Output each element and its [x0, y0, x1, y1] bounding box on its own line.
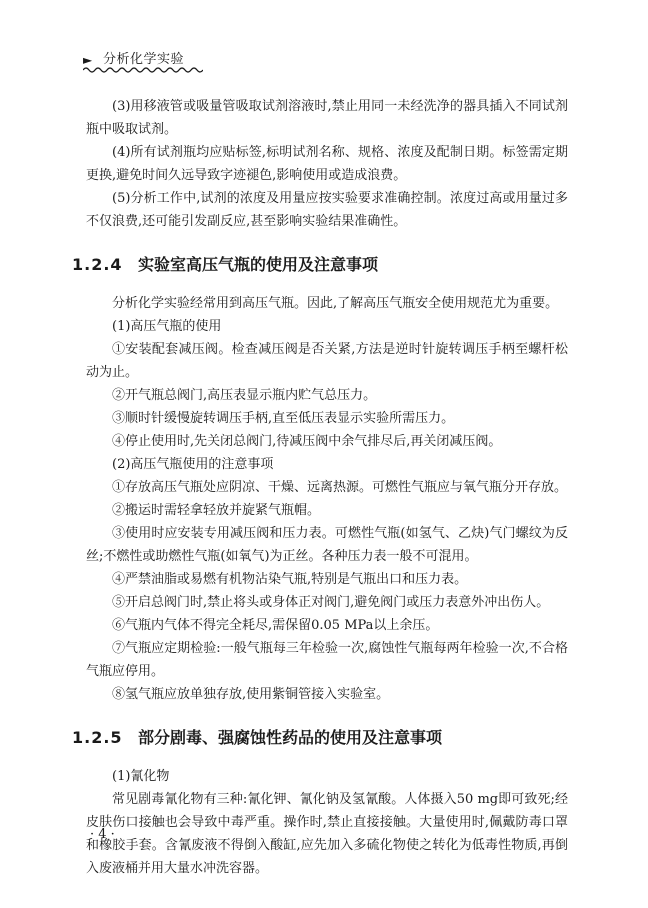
list-item: ②搬运时需轻拿轻放并旋紧气瓶帽。 — [112, 503, 321, 518]
list-item: ③使用时应安装专用减压阀和压力表。可燃性气瓶(如氢气、乙炔)气门螺纹为反丝;不燃性或助燃性气瓶(如氧气)为正丝。各种压力表一般不可混用。 — [86, 526, 568, 564]
list-item: ⑤开启总阀门时,禁止将头或身体正对阀门,避免阀门或压力表意外冲出伤人。 — [112, 595, 550, 610]
section-title: 部分剧毒、强腐蚀性药品的使用及注意事项 — [138, 728, 443, 747]
triangle-arrow-icon: ► — [83, 53, 93, 67]
paragraph: (5)分析工作中,试剂的浓度及用量应按实验要求准确控制。浓度过高或用量过多不仅浪费,还可能引发副反应,甚至影响实验结果准确性。 — [86, 191, 568, 229]
list-item: ④严禁油脂或易燃有机物沾染气瓶,特别是气瓶出口和压力表。 — [112, 572, 468, 587]
list-item: ⑥气瓶内气体不得完全耗尽,需保留0.05 MPa以上余压。 — [112, 618, 439, 633]
list-item: ④停止使用时,先关闭总阀门,待减压阀中余气排尽后,再关闭减压阀。 — [112, 434, 502, 449]
intro-items — [86, 95, 568, 233]
list-item: ①存放高压气瓶处应阴凉、干燥、远离热源。可燃性气瓶应与氧气瓶分开存放。 — [112, 480, 568, 495]
list-item: ①安装配套减压阀。检查减压阀是否关紧,方法是逆时针旋转调压手柄至螺杆松动为止。 — [86, 342, 568, 380]
section-title: 实验室高压气瓶的使用及注意事项 — [138, 255, 379, 274]
running-header — [83, 52, 563, 74]
section-body-1-2-4 — [86, 292, 568, 706]
section-number: 1.2.4 — [72, 255, 123, 274]
paragraph: (4)所有试剂瓶均应贴标签,标明试剂名称、规格、浓度及配制日期。标签需定期更换,避免时间久远导致字迹褪色,影响使用或造成浪费。 — [86, 145, 568, 183]
list-item: ⑧氢气瓶应放单独存放,使用紫铜管接入实验室。 — [112, 687, 390, 702]
list-item: ⑦气瓶应定期检验:一般气瓶每三年检验一次,腐蚀性气瓶每两年检验一次,不合格气瓶应停用。 — [86, 641, 568, 679]
section-number: 1.2.5 — [72, 728, 123, 747]
subheading: (1)高压气瓶的使用 — [112, 319, 222, 334]
running-header-title: 分析化学实验 — [103, 52, 185, 67]
page-body — [72, 95, 568, 880]
section-heading-1-2-4 — [72, 252, 568, 278]
subheading: (2)高压气瓶使用的注意事项 — [112, 457, 274, 472]
paragraph: 分析化学实验经常用到高压气瓶。因此,了解高压气瓶安全使用规范尤为重要。 — [112, 296, 559, 311]
list-item: ②开气瓶总阀门,高压表显示瓶内贮气总压力。 — [112, 388, 377, 403]
paragraph: 常见剧毒氰化物有三种:氰化钾、氰化钠及氢氰酸。人体摄入50 mg即可致死;经皮肤伤口接触也会导致中毒严重。操作时,禁止直接接触。大量使用时,佩戴防毒口罩和橡胶手套。含氰废液不得倒入酸缸,应先加入多硫化物使之转化为低毒性物质,再倒入废液桶并用大量水冲洗容器。 — [86, 792, 568, 876]
list-item: ③顺时针缓慢旋转调压手柄,直至低压表显示实验所需压力。 — [112, 411, 455, 426]
section-body-1-2-5 — [86, 765, 568, 880]
page-number: · 4 · — [90, 827, 115, 842]
subheading: (1)氰化物 — [112, 769, 170, 784]
section-heading-1-2-5 — [72, 725, 568, 751]
paragraph: (3)用移液管或吸量管吸取试剂溶液时,禁止用同一未经洗净的器具插入不同试剂瓶中吸取试剂。 — [86, 99, 568, 137]
wavy-underline-icon — [83, 66, 203, 74]
